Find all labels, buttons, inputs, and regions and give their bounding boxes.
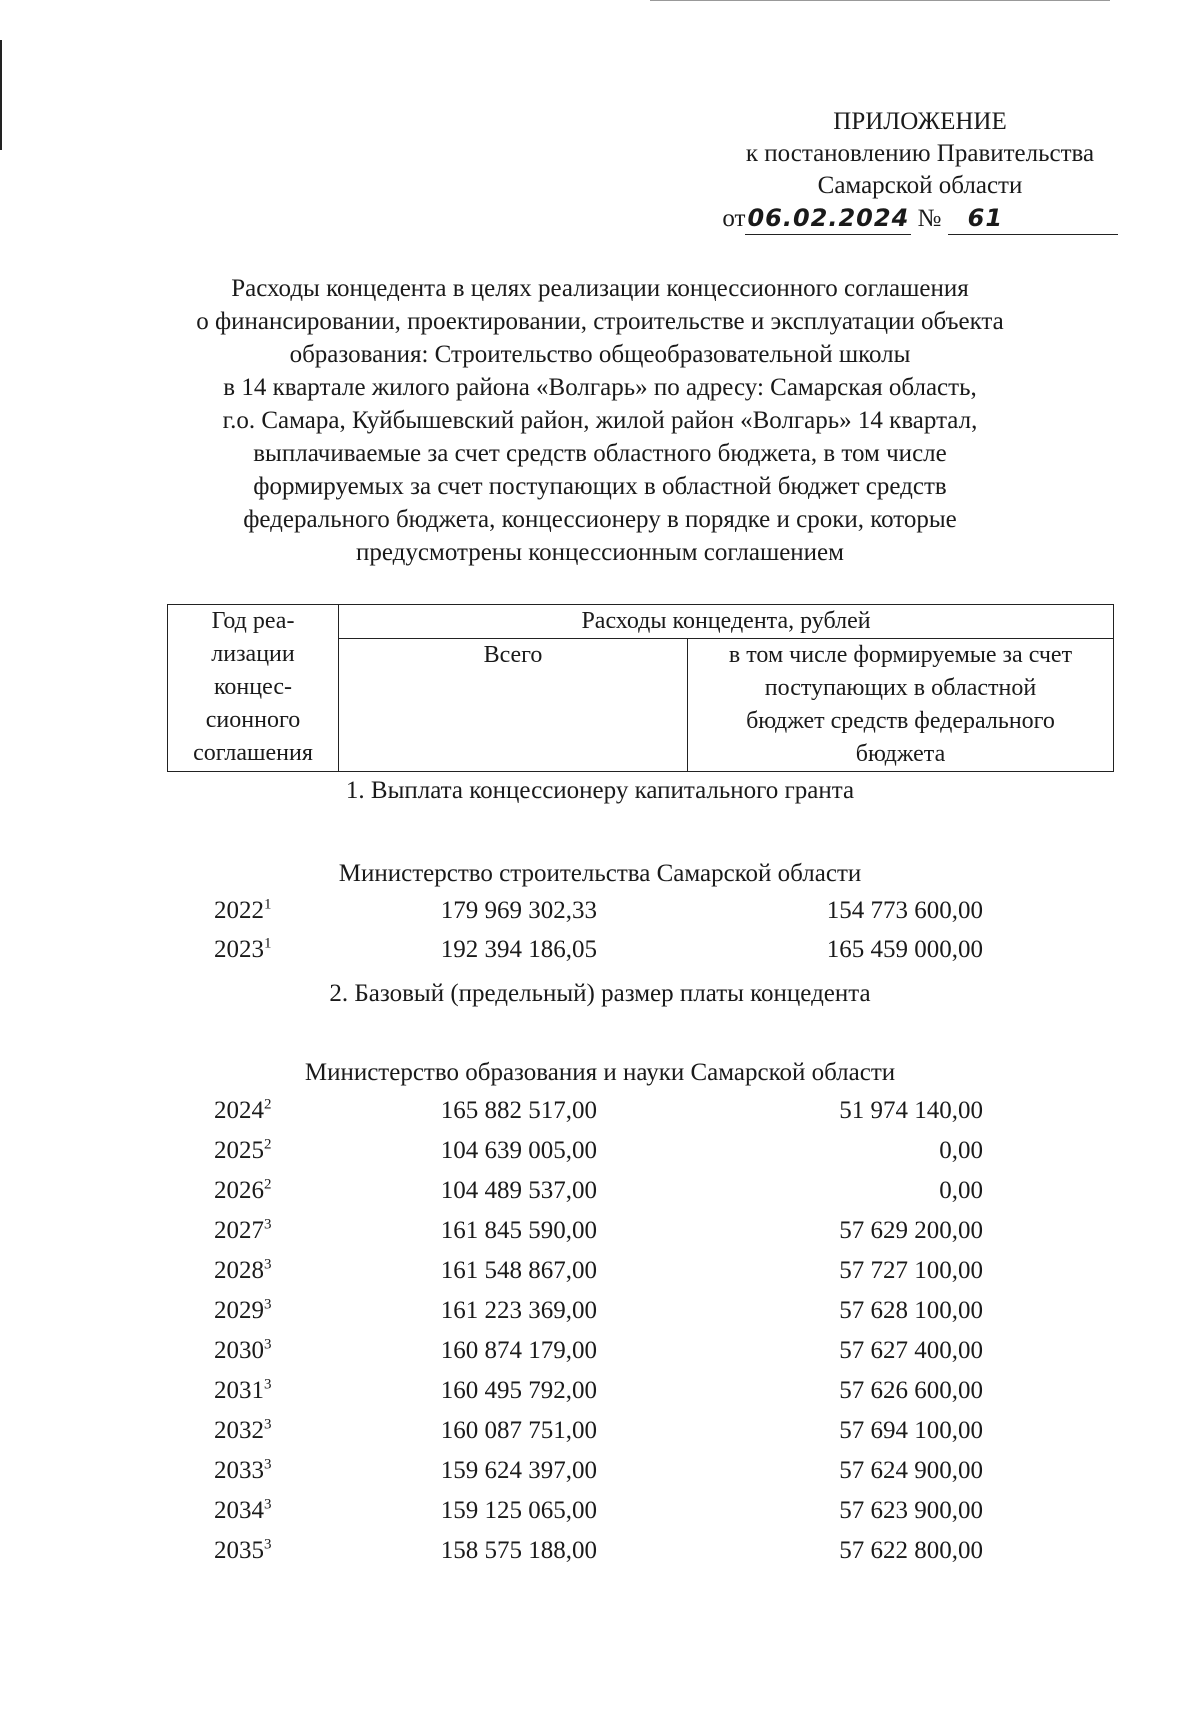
header-year-line: соглашения bbox=[193, 740, 313, 766]
row-year: 2028$^3$ bbox=[214, 1256, 272, 1284]
row-fed: 57 624 900,00 bbox=[839, 1457, 983, 1484]
row-fed: 57 694 100,00 bbox=[839, 1417, 983, 1444]
row-year: 2035$^3$ bbox=[214, 1536, 272, 1564]
row-total: 158 575 188,00 bbox=[440, 1537, 597, 1564]
title-line: Расходы концедента в целях реализации концессионного соглашения bbox=[231, 275, 969, 302]
handwritten-number: 61 bbox=[948, 202, 1118, 235]
title-line: выплачиваемые за счет средств областного бюджета, в том числе bbox=[253, 440, 947, 467]
table-row bbox=[0, 1091, 1200, 1131]
header-year-line: концес- bbox=[213, 674, 293, 700]
row-total: 192 394 186,05 bbox=[440, 936, 597, 963]
table-row bbox=[0, 1371, 1200, 1411]
row-year: 2034$^3$ bbox=[214, 1496, 272, 1524]
header-fed-line: поступающих в областной bbox=[764, 675, 1037, 701]
table-row bbox=[0, 1171, 1200, 1211]
row-year: 2029$^3$ bbox=[214, 1296, 272, 1324]
number-prefix: № bbox=[917, 205, 942, 232]
title-line: формируемых за счет поступающих в областной бюджет средств bbox=[253, 473, 947, 500]
approval-block bbox=[700, 106, 1140, 235]
row-total: 165 882 517,00 bbox=[440, 1097, 597, 1124]
title-line: о финансировании, проектировании, строительстве и эксплуатации объекта bbox=[196, 308, 1004, 335]
row-fed: 57 629 200,00 bbox=[839, 1217, 983, 1244]
table-row bbox=[0, 1291, 1200, 1331]
table-row bbox=[0, 1531, 1200, 1571]
approval-line-1: к постановлению Правительства bbox=[745, 140, 1095, 167]
header-fed-line: в том числе формируемые за счет bbox=[728, 642, 1073, 668]
table-row bbox=[0, 1251, 1200, 1291]
row-fed: 165 459 000,00 bbox=[826, 936, 983, 963]
table-row bbox=[0, 1331, 1200, 1371]
row-year: 2022$^1$ bbox=[214, 896, 272, 924]
table-row bbox=[0, 891, 1200, 931]
header-total-cell: Всего bbox=[339, 639, 688, 772]
row-fed: 57 627 400,00 bbox=[839, 1337, 983, 1364]
row-total: 160 495 792,00 bbox=[440, 1377, 597, 1404]
row-fed: 57 628 100,00 bbox=[839, 1297, 983, 1324]
agency-name: Министерство образования и науки Самарской области bbox=[304, 1059, 896, 1086]
row-fed: 57 623 900,00 bbox=[839, 1497, 983, 1524]
row-year: 2023$^1$ bbox=[214, 935, 272, 963]
header-year-line: сионного bbox=[205, 707, 301, 733]
title-line: г.о. Самара, Куйбышевский район, жилой район «Волгарь» 14 квартал, bbox=[222, 407, 978, 434]
table-row bbox=[0, 930, 1200, 970]
row-year: 2032$^3$ bbox=[214, 1416, 272, 1444]
title-line: в 14 квартале жилого района «Волгарь» по адресу: Самарская область, bbox=[223, 374, 977, 401]
header-fed-line: бюджет средств федерального bbox=[746, 708, 1055, 734]
row-fed: 0,00 bbox=[939, 1137, 983, 1164]
row-year: 2031$^3$ bbox=[214, 1376, 272, 1404]
row-total: 160 874 179,00 bbox=[440, 1337, 597, 1364]
row-fed: 57 727 100,00 bbox=[839, 1257, 983, 1284]
row-year: 2030$^3$ bbox=[214, 1336, 272, 1364]
row-total: 104 489 537,00 bbox=[440, 1177, 597, 1204]
row-year: 2027$^3$ bbox=[214, 1216, 272, 1244]
title-line: федерального бюджета, концессионеру в порядке и сроки, которые bbox=[243, 506, 957, 533]
header-fed-cell bbox=[688, 639, 1114, 772]
document-title bbox=[150, 272, 1050, 569]
row-total: 159 125 065,00 bbox=[440, 1497, 597, 1524]
table-row bbox=[0, 1211, 1200, 1251]
row-fed: 57 622 800,00 bbox=[839, 1537, 983, 1564]
scan-edge-mark bbox=[0, 40, 2, 150]
title-line: образования: Строительство общеобразовательной школы bbox=[289, 341, 911, 368]
row-fed: 154 773 600,00 bbox=[826, 897, 983, 924]
approval-heading: ПРИЛОЖЕНИЕ bbox=[833, 108, 1007, 135]
row-year: 2024$^2$ bbox=[214, 1096, 272, 1124]
row-total: 104 639 005,00 bbox=[440, 1137, 597, 1164]
row-fed: 0,00 bbox=[939, 1177, 983, 1204]
table-row bbox=[0, 1131, 1200, 1171]
row-total: 161 548 867,00 bbox=[440, 1257, 597, 1284]
row-total: 160 087 751,00 bbox=[440, 1417, 597, 1444]
section-title: 1. Выплата концессионеру капитального гранта bbox=[345, 777, 855, 804]
header-year-line: Год реа- bbox=[211, 608, 295, 634]
header-fed-line: бюджета bbox=[855, 741, 946, 767]
table-row bbox=[0, 1491, 1200, 1531]
approval-line-2: Самарской области bbox=[817, 172, 1023, 199]
row-fed: 57 626 600,00 bbox=[839, 1377, 983, 1404]
header-expenses-cell: Расходы концедента, рублей bbox=[339, 605, 1114, 639]
row-year: 2033$^3$ bbox=[214, 1456, 272, 1484]
date-prefix: от bbox=[722, 205, 746, 232]
row-total: 179 969 302,33 bbox=[440, 897, 597, 924]
handwritten-date: 06.02.2024 bbox=[745, 202, 911, 235]
header-year-line: лизации bbox=[211, 641, 295, 667]
approval-date-number bbox=[700, 202, 1140, 235]
row-total: 159 624 397,00 bbox=[440, 1457, 597, 1484]
row-total: 161 223 369,00 bbox=[440, 1297, 597, 1324]
row-total: 161 845 590,00 bbox=[440, 1217, 597, 1244]
title-line: предусмотрены концессионным соглашением bbox=[356, 539, 844, 566]
scan-edge-mark bbox=[650, 0, 1110, 1]
table-row bbox=[0, 1411, 1200, 1451]
row-year: 2026$^2$ bbox=[214, 1176, 272, 1204]
row-year: 2025$^2$ bbox=[214, 1136, 272, 1164]
table-row bbox=[0, 1451, 1200, 1491]
header-year-cell bbox=[168, 605, 339, 772]
section-title: 2. Базовый (предельный) размер платы концедента bbox=[329, 980, 871, 1007]
table-header bbox=[167, 604, 1114, 772]
agency-name: Министерство строительства Самарской области bbox=[338, 860, 862, 887]
row-fed: 51 974 140,00 bbox=[839, 1097, 983, 1124]
